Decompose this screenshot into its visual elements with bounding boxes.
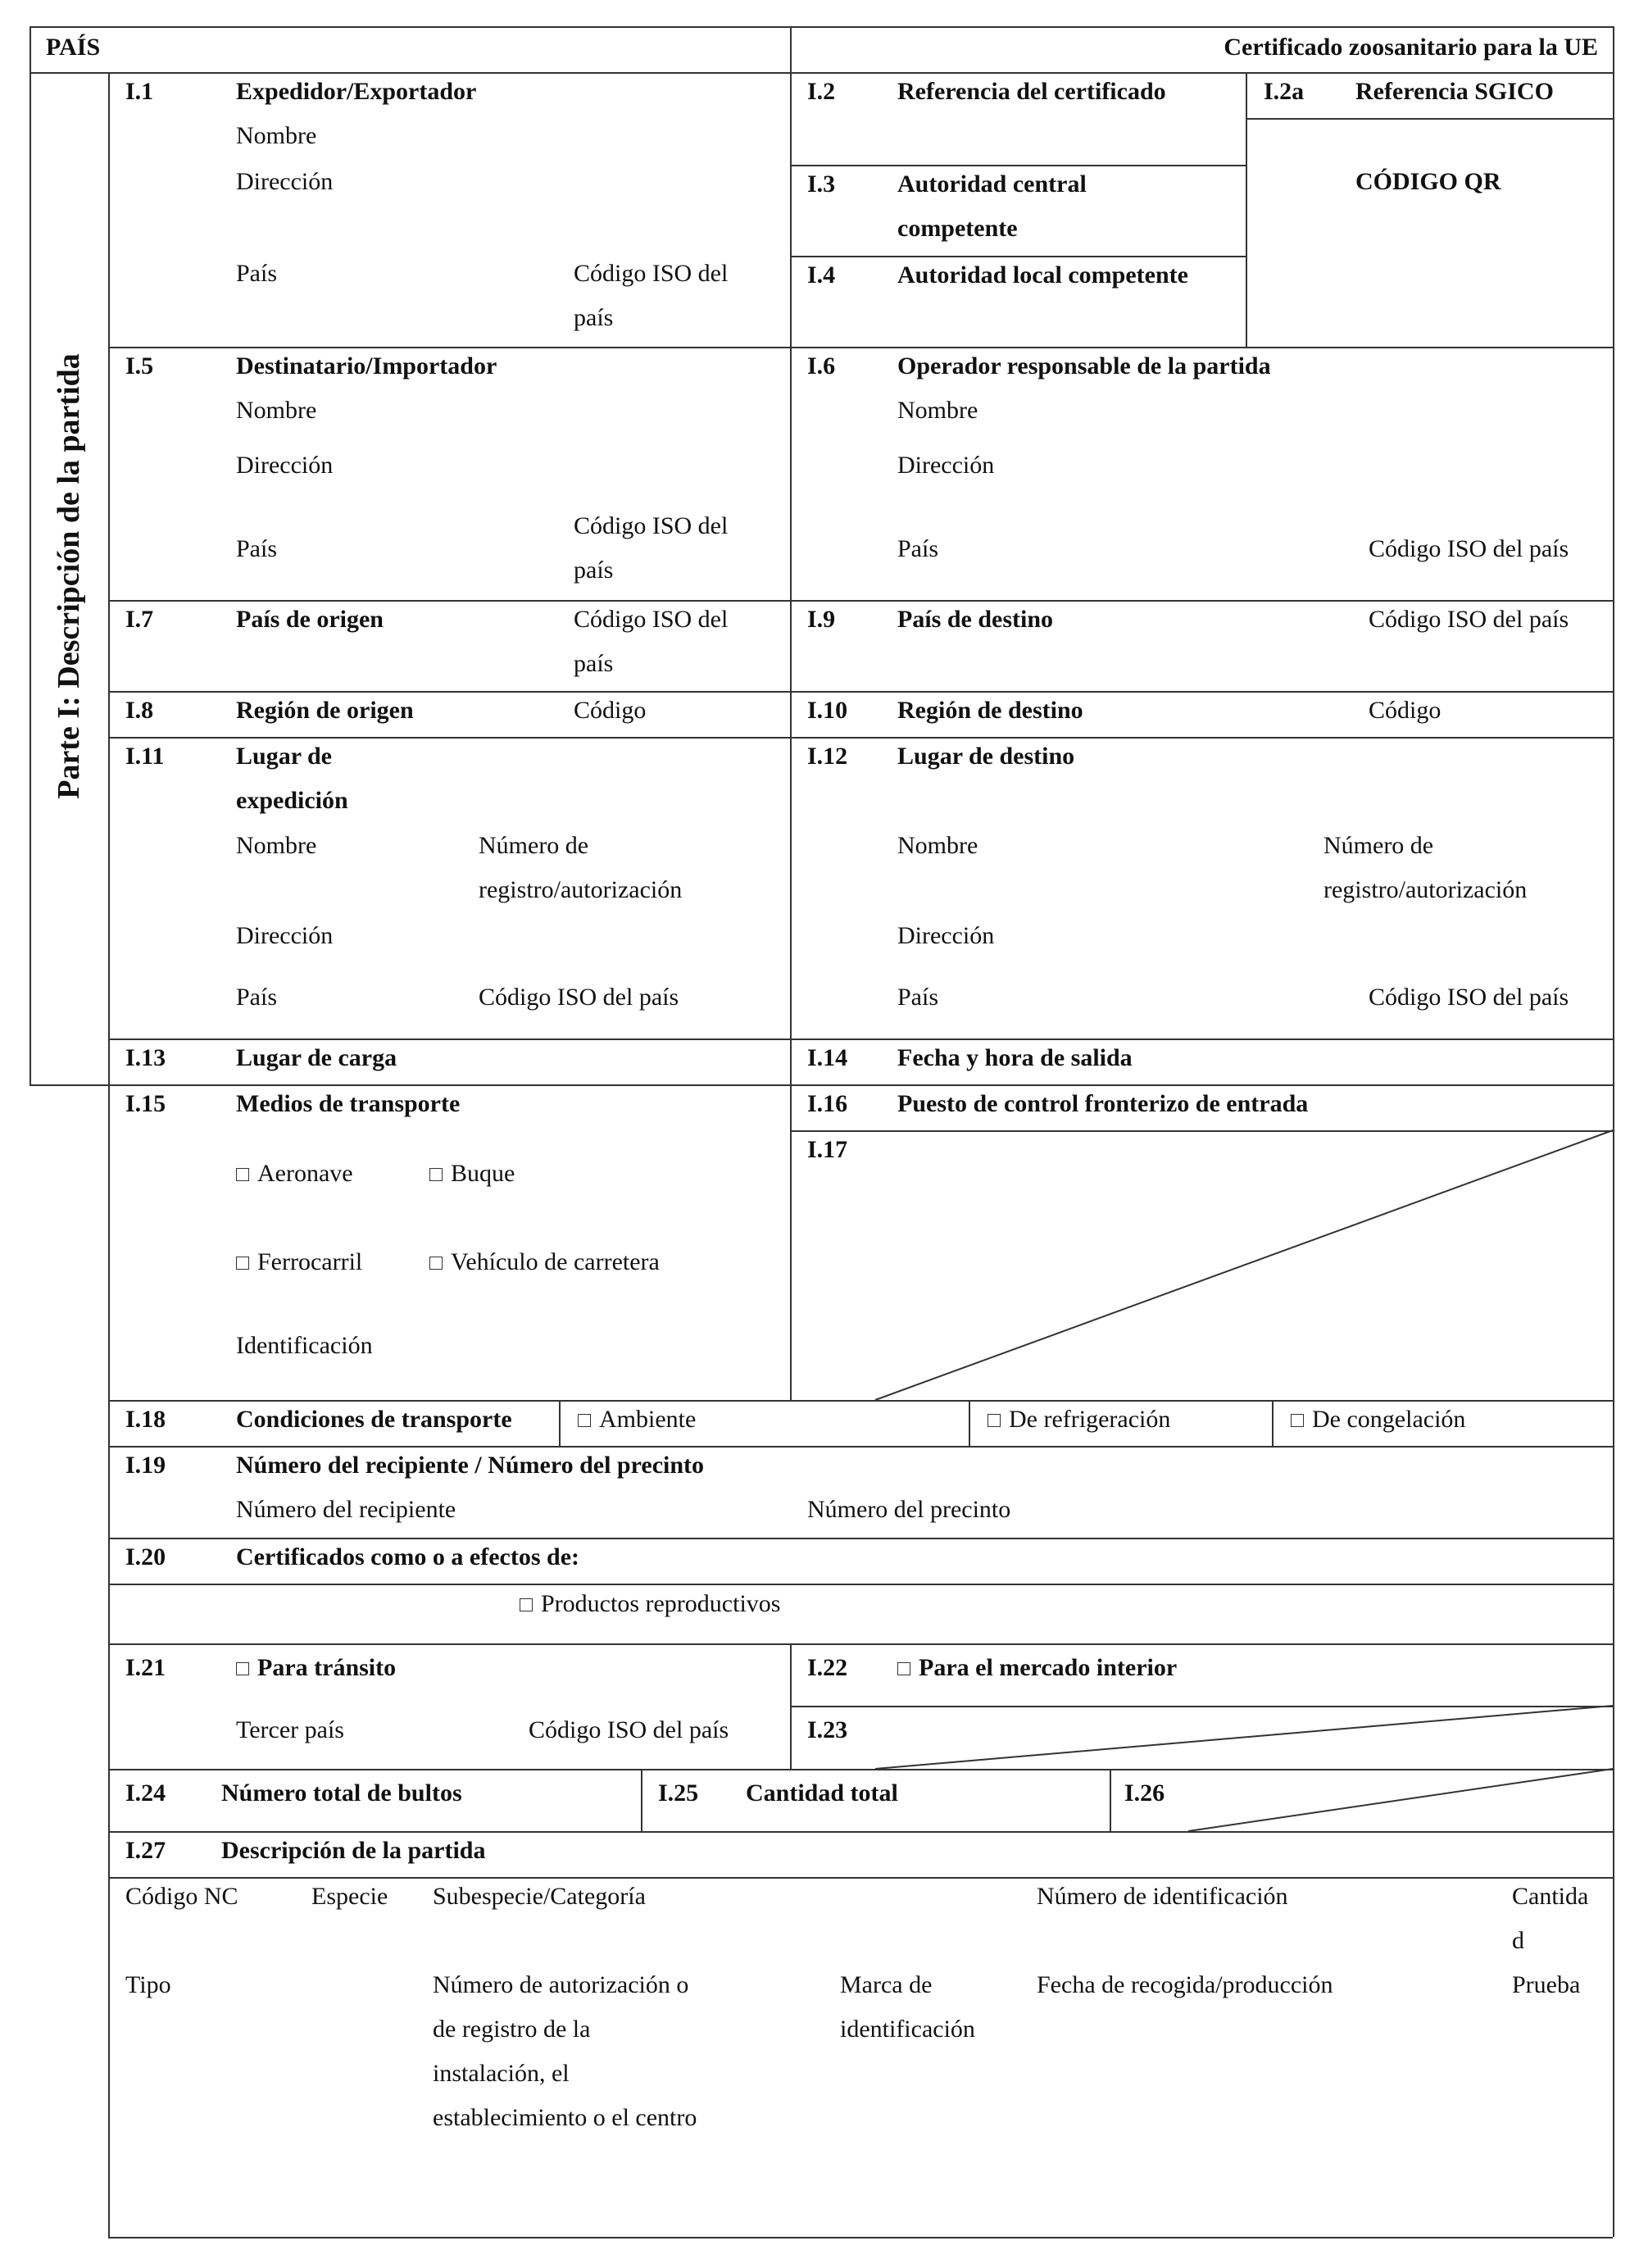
i3-title: Autoridad central: [897, 170, 1087, 198]
i24-title: Número total de bultos: [221, 1779, 462, 1807]
side-label-box: [30, 72, 108, 1080]
frozen-checkbox[interactable]: [1291, 1403, 1465, 1436]
i15-number: I.15: [125, 1090, 166, 1117]
column-identification-mark: Marca de: [840, 1971, 933, 1998]
ambient-checkbox[interactable]: [578, 1403, 696, 1436]
i5-name-label: Nombre: [236, 397, 317, 424]
i10-code-label: Código: [1369, 697, 1442, 724]
i6-country-label: País: [897, 535, 939, 562]
i12-reg-label-2: registro/autorización: [1323, 876, 1528, 903]
internal-market-checkbox[interactable]: [897, 1652, 1177, 1684]
i8-title: Región de origen: [236, 697, 414, 724]
i20-number: I.20: [125, 1543, 166, 1570]
i4-number: I.4: [807, 261, 836, 289]
i4-title: Autoridad local competente: [897, 261, 1188, 289]
country-header: PAÍS: [46, 34, 101, 61]
i2-title: Referencia del certificado: [897, 78, 1166, 105]
i7-number: I.7: [125, 606, 154, 633]
checkbox-icon: [236, 1257, 249, 1270]
certificate-title: Certificado zoosanitario para la UE: [1224, 34, 1598, 61]
i11-address-label: Dirección: [236, 922, 334, 949]
i12-name-label: Nombre: [897, 832, 978, 859]
i10-number: I.10: [807, 697, 848, 724]
checkbox-icon: [236, 1662, 249, 1675]
i18-title: Condiciones de transporte: [236, 1406, 512, 1433]
i26-strike: [1188, 1769, 1613, 1831]
column-identification-number: Número de identificación: [1037, 1883, 1288, 1910]
i25-number: I.25: [658, 1779, 699, 1807]
i21-number: I.21: [125, 1654, 166, 1681]
road-vehicle-label: Vehículo de carretera: [451, 1248, 660, 1275]
checkbox-icon: [236, 1168, 249, 1181]
i3-title-2: competente: [897, 215, 1018, 242]
column-approval-number-3: instalación, el: [433, 2060, 570, 2087]
i15-identification-label: Identificación: [236, 1332, 373, 1359]
i2a-title: Referencia SGICO: [1355, 78, 1554, 105]
i24-number: I.24: [125, 1779, 166, 1807]
i2-number: I.2: [807, 78, 836, 105]
column-cn-code: Código NC: [125, 1883, 238, 1910]
i8-number: I.8: [125, 697, 154, 724]
rail-checkbox[interactable]: [236, 1246, 362, 1279]
chilled-label: De refrigeración: [1009, 1406, 1171, 1433]
i23-number: I.23: [807, 1716, 848, 1743]
i14-title: Fecha y hora de salida: [897, 1044, 1133, 1071]
column-approval-number-4: establecimiento o el centro: [433, 2104, 697, 2131]
checkbox-icon: [578, 1414, 591, 1427]
column-test: Prueba: [1512, 1971, 1581, 1998]
rail-label: Ferrocarril: [257, 1248, 363, 1275]
i11-reg-label-2: registro/autorización: [479, 876, 683, 903]
i15-title: Medios de transporte: [236, 1090, 461, 1117]
i18-number: I.18: [125, 1406, 166, 1433]
i7-title: País de origen: [236, 606, 384, 633]
i16-number: I.16: [807, 1090, 848, 1117]
i19-title: Número del recipiente / Número del precinto: [236, 1452, 705, 1479]
column-quantity: Cantida: [1512, 1883, 1589, 1910]
column-approval-number-2: de registro de la: [433, 2016, 591, 2043]
i12-country-label: País: [897, 984, 939, 1011]
chilled-checkbox[interactable]: [987, 1403, 1170, 1436]
i11-name-label: Nombre: [236, 832, 317, 859]
i10-title: Región de destino: [897, 697, 1083, 724]
i11-reg-label: Número de: [479, 832, 589, 859]
column-type: Tipo: [125, 1971, 171, 1998]
i14-number: I.14: [807, 1044, 848, 1071]
i9-iso-label: Código ISO del país: [1369, 606, 1569, 633]
i6-name-label: Nombre: [897, 397, 978, 424]
i6-title: Operador responsable de la partida: [897, 352, 1271, 380]
i6-address-label: Dirección: [897, 452, 995, 479]
checkbox-icon: [429, 1168, 443, 1181]
i19-seal-label: Número del precinto: [807, 1496, 1011, 1523]
i5-iso-label: Código ISO del: [574, 512, 729, 539]
i12-title: Lugar de destino: [897, 743, 1075, 770]
i3-number: I.3: [807, 170, 836, 198]
side-label: Parte I: Descripción de la partida: [52, 353, 86, 799]
i8-code-label: Código: [574, 697, 647, 724]
frozen-label: De congelación: [1312, 1406, 1466, 1433]
i27-number: I.27: [125, 1837, 166, 1864]
i5-country-label: País: [236, 535, 278, 562]
i5-address-label: Dirección: [236, 452, 334, 479]
i13-title: Lugar de carga: [236, 1044, 397, 1071]
i21-third-country-label: Tercer país: [236, 1716, 344, 1743]
column-quantity-2: d: [1512, 1927, 1524, 1954]
i19-number: I.19: [125, 1452, 166, 1479]
column-subspecies: Subespecie/Categoría: [433, 1883, 646, 1910]
transit-label: Para tránsito: [257, 1654, 397, 1681]
i9-number: I.9: [807, 606, 836, 633]
column-species: Especie: [311, 1883, 388, 1910]
i11-number: I.11: [125, 743, 165, 770]
i6-iso-label: Código ISO del país: [1369, 535, 1569, 562]
i6-number: I.6: [807, 352, 836, 380]
i1-number: I.1: [125, 78, 154, 105]
i26-number: I.26: [1124, 1779, 1165, 1807]
ship-checkbox[interactable]: [429, 1157, 515, 1190]
i5-number: I.5: [125, 352, 154, 380]
road-vehicle-checkbox[interactable]: [429, 1246, 660, 1279]
aircraft-checkbox[interactable]: [236, 1157, 353, 1190]
i23-strike: [875, 1706, 1613, 1769]
column-collection-date: Fecha de recogida/producción: [1037, 1971, 1333, 1998]
checkbox-icon: [897, 1662, 910, 1675]
column-identification-mark-2: identificación: [840, 2016, 975, 2043]
i27-title: Descripción de la partida: [221, 1837, 486, 1864]
i20-title: Certificados como o a efectos de:: [236, 1543, 580, 1570]
reproductive-products-checkbox[interactable]: [520, 1588, 780, 1620]
i1-address-label: Dirección: [236, 168, 334, 195]
i1-title: Expedidor/Exportador: [236, 78, 477, 105]
i12-address-label: Dirección: [897, 922, 995, 949]
i19-container-label: Número del recipiente: [236, 1496, 456, 1523]
i22-number: I.22: [807, 1654, 848, 1681]
i1-iso-label-2: país: [574, 304, 614, 331]
i5-iso-label-2: país: [574, 557, 614, 584]
checkbox-icon: [987, 1414, 1001, 1427]
qr-code-placeholder: CÓDIGO QR: [1355, 168, 1501, 195]
i1-iso-label: Código ISO del: [574, 260, 729, 287]
internal-market-label: Para el mercado interior: [919, 1654, 1178, 1681]
aircraft-label: Aeronave: [257, 1160, 353, 1187]
checkbox-icon: [1291, 1414, 1304, 1427]
i11-iso-label: Código ISO del país: [479, 984, 679, 1011]
i2a-number: I.2a: [1264, 78, 1305, 105]
i16-title: Puesto de control fronterizo de entrada: [897, 1090, 1309, 1117]
i11-title-2: expedición: [236, 787, 348, 814]
i17-number: I.17: [807, 1136, 848, 1163]
i25-title: Cantidad total: [746, 1779, 898, 1807]
ship-label: Buque: [451, 1160, 515, 1187]
i17-strike: [875, 1130, 1613, 1400]
checkbox-icon: [520, 1598, 533, 1611]
i1-name-label: Nombre: [236, 122, 317, 149]
i11-title: Lugar de: [236, 743, 332, 770]
i1-country-label: País: [236, 260, 278, 287]
checkbox-icon: [429, 1257, 443, 1270]
ambient-label: Ambiente: [599, 1406, 697, 1433]
i12-iso-label: Código ISO del país: [1369, 984, 1569, 1011]
i7-iso-label: Código ISO del: [574, 606, 729, 633]
column-approval-number: Número de autorización o: [433, 1971, 689, 1998]
transit-checkbox[interactable]: [236, 1652, 396, 1684]
i13-number: I.13: [125, 1044, 166, 1071]
reproductive-products-label: Productos reproductivos: [541, 1590, 781, 1617]
i12-number: I.12: [807, 743, 848, 770]
i11-country-label: País: [236, 984, 278, 1011]
i9-title: País de destino: [897, 606, 1054, 633]
i5-title: Destinatario/Importador: [236, 352, 497, 380]
i21-iso-label: Código ISO del país: [529, 1716, 729, 1743]
i7-iso-label-2: país: [574, 650, 614, 677]
i12-reg-label: Número de: [1323, 832, 1434, 859]
